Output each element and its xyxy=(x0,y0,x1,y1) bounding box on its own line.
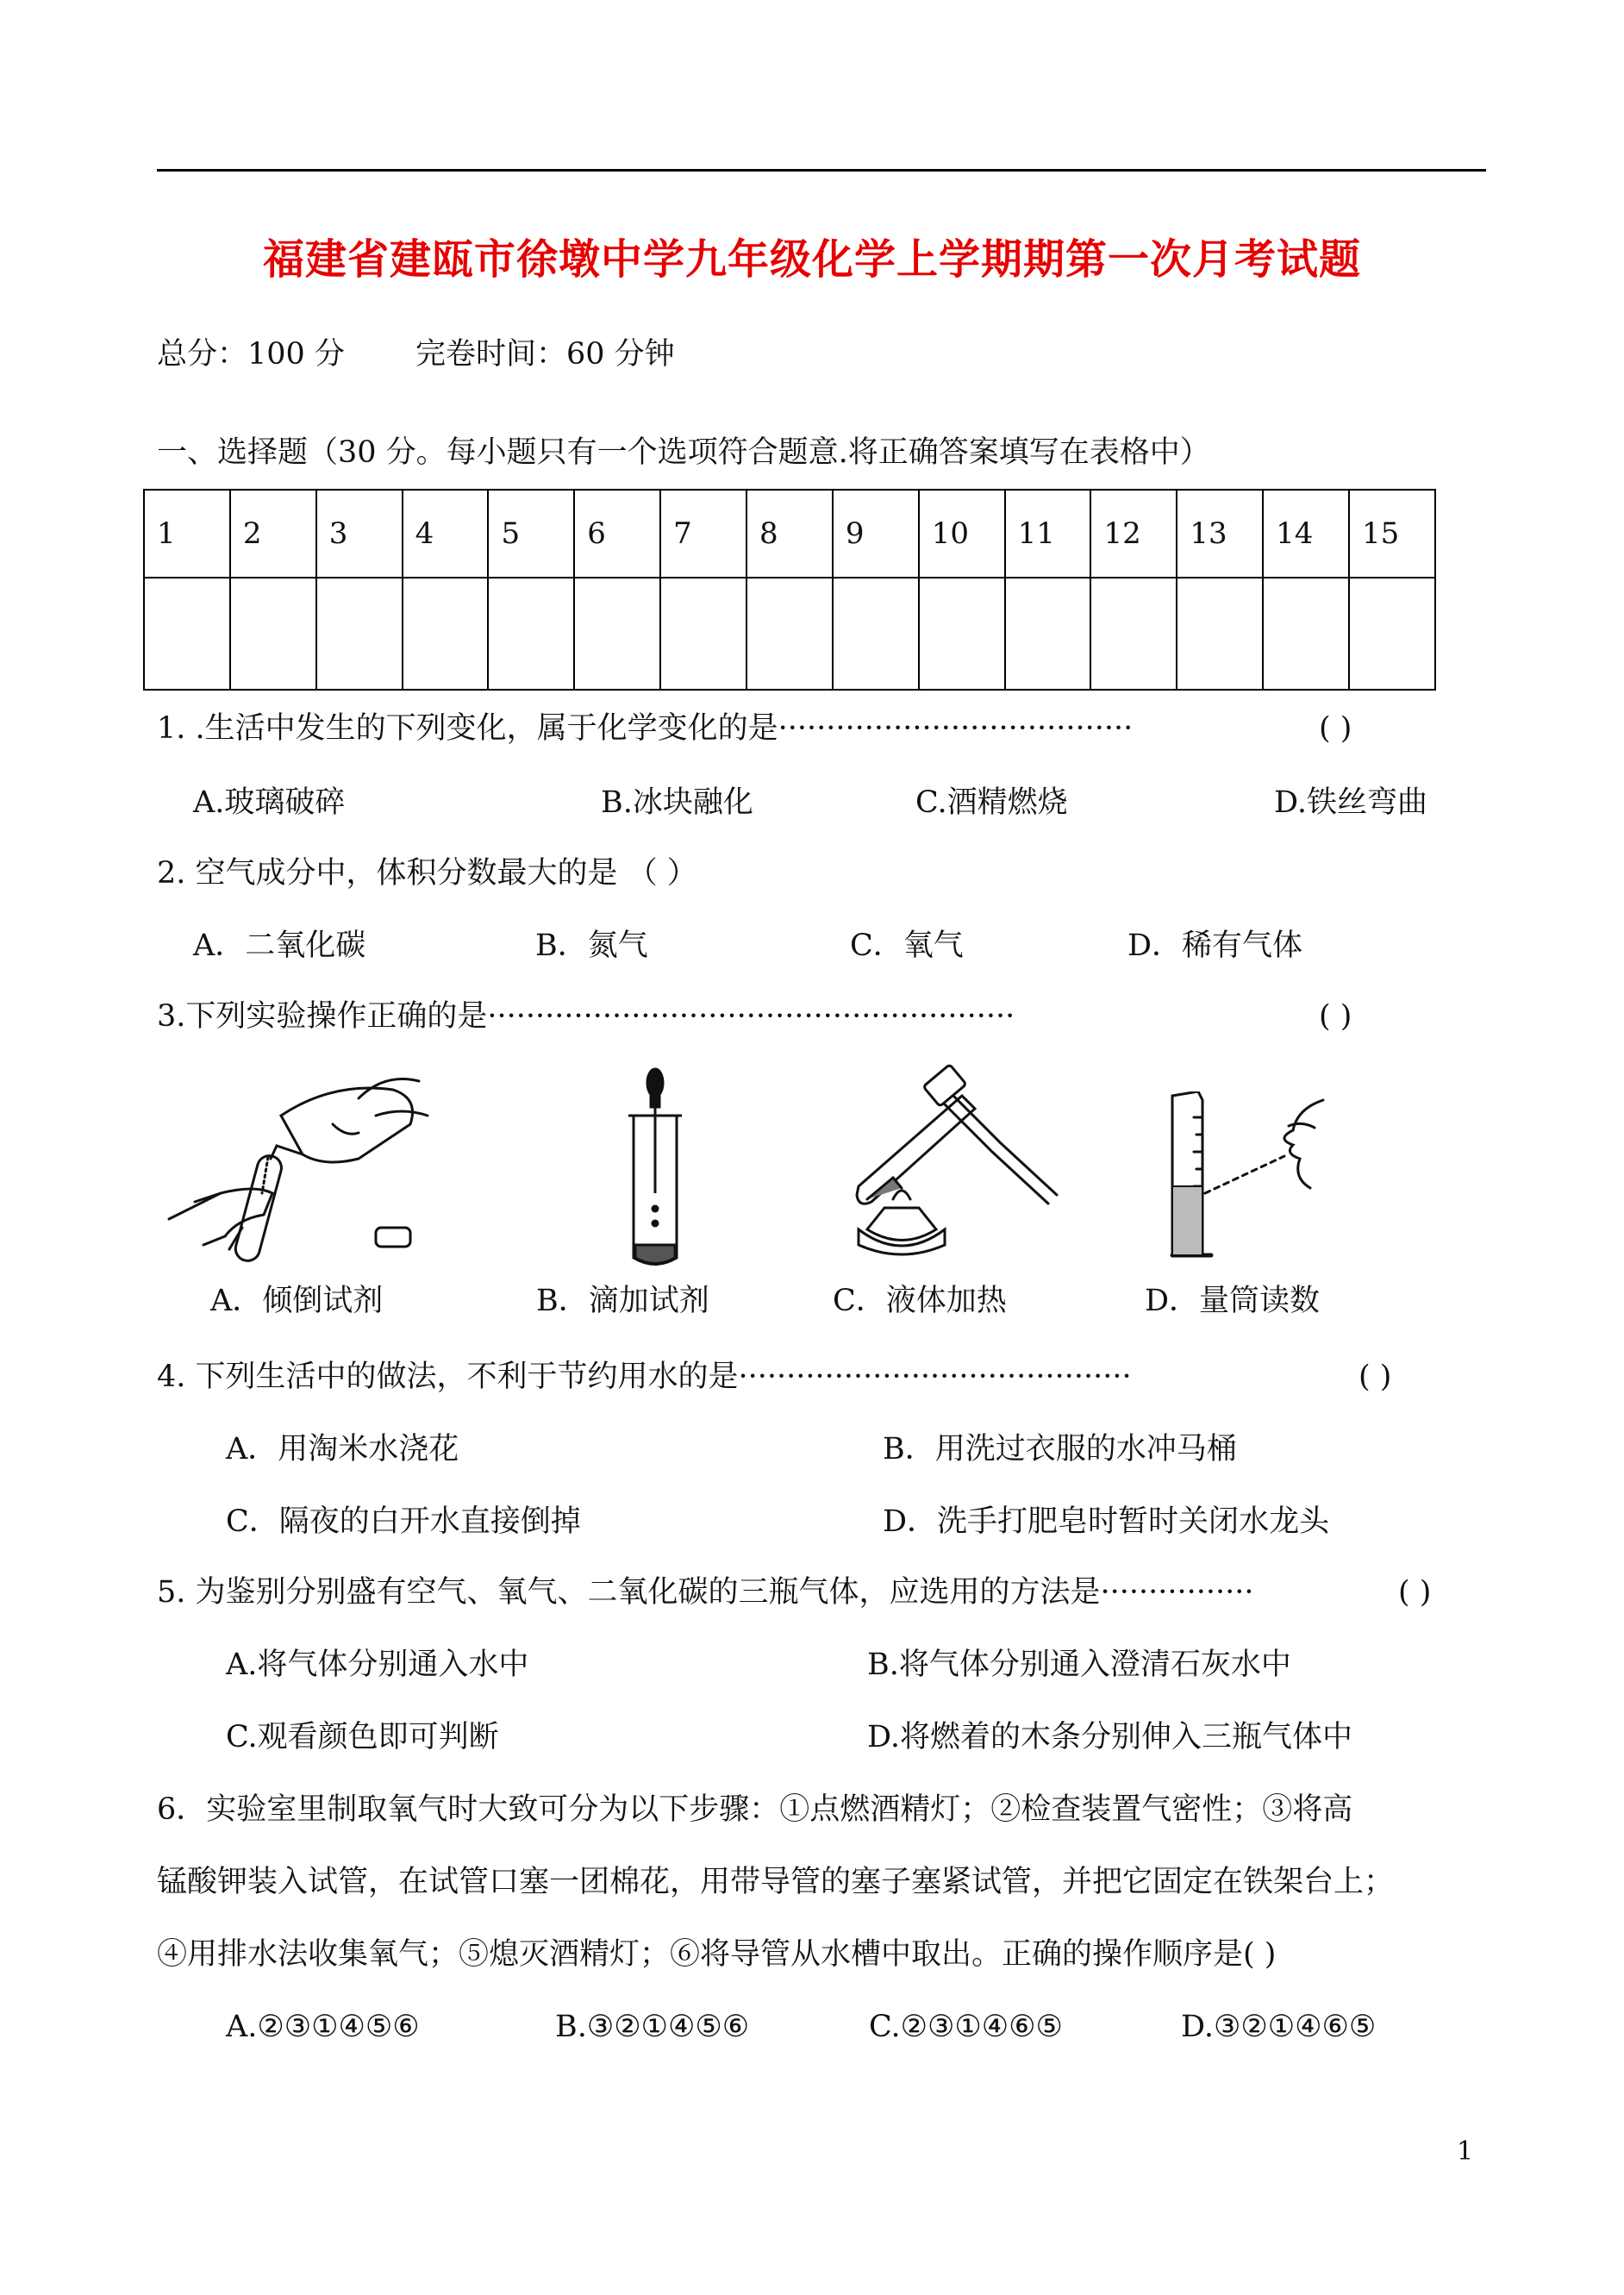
question-6-line-3: ④用排水法收集氧气；⑤熄灭酒精灯；⑥将导管从水槽中取出。正确的操作顺序是( ) xyxy=(157,1937,1277,1972)
answer-table xyxy=(143,489,1436,691)
q3-option-d: D．量筒读数 xyxy=(1145,1284,1321,1318)
q3-option-a: A．倾倒试剂 xyxy=(210,1284,384,1318)
answer-cell[interactable] xyxy=(660,578,746,690)
page-title: 福建省建瓯市徐墩中学九年级化学上学期期第一次月考试题 xyxy=(262,235,1361,284)
answer-paren: ( ) xyxy=(1359,1360,1392,1394)
q1-option-d: D.铁丝弯曲 xyxy=(1274,785,1427,820)
answer-number: 2 xyxy=(230,490,316,578)
question-stem-text: 1. .生活中发生的下列变化，属于化学变化的是 xyxy=(157,711,778,746)
page-number: 1 xyxy=(1457,2136,1474,2167)
q6-option-b: B.③②①④⑤⑥ xyxy=(555,2010,750,2044)
answer-cell[interactable] xyxy=(488,578,574,690)
q5-option-a: A.将气体分别通入水中 xyxy=(226,1648,529,1682)
question-3-stem xyxy=(157,1000,1015,1034)
answer-number: 1 xyxy=(144,490,230,578)
answer-cell[interactable] xyxy=(1177,578,1263,690)
figure-pouring-reagent xyxy=(160,1064,445,1262)
q6-option-a: A.②③①④⑤⑥ xyxy=(226,2010,420,2044)
q5-option-c: C.观看颜色即可判断 xyxy=(226,1720,499,1754)
q2-option-c: C．氧气 xyxy=(850,929,964,963)
answer-number: 8 xyxy=(746,490,833,578)
answer-table-answer-row xyxy=(144,578,1435,690)
question-2-stem: 2. 空气成分中，体积分数最大的是 （ ） xyxy=(157,856,697,891)
answer-cell[interactable] xyxy=(746,578,833,690)
figure-dropping-reagent xyxy=(608,1064,711,1271)
answer-number: 9 xyxy=(833,490,919,578)
q4-option-a: A．用淘米水浇花 xyxy=(226,1432,459,1466)
q2-option-d: D．稀有气体 xyxy=(1127,929,1303,963)
answer-number: 3 xyxy=(316,490,403,578)
answer-number: 11 xyxy=(1005,490,1091,578)
figure-reading-cylinder xyxy=(1164,1091,1345,1273)
q2-option-a: A．二氧化碳 xyxy=(193,929,366,963)
q3-option-b: B．滴加试剂 xyxy=(536,1284,709,1318)
answer-number: 7 xyxy=(660,490,746,578)
leader-dots: ······················································· xyxy=(487,999,1015,1034)
answer-number: 15 xyxy=(1349,490,1435,578)
q2-option-b: B．氮气 xyxy=(535,929,648,963)
q4-option-d: D．洗手打肥皂时暂时关闭水龙头 xyxy=(883,1504,1330,1539)
answer-cell[interactable] xyxy=(144,578,230,690)
answer-number: 5 xyxy=(488,490,574,578)
answer-number: 12 xyxy=(1090,490,1177,578)
q1-option-c: C.酒精燃烧 xyxy=(915,785,1068,820)
answer-paren: ( ) xyxy=(1319,999,1352,1034)
q4-option-c: C．隔夜的白开水直接倒掉 xyxy=(226,1504,581,1539)
answer-cell[interactable] xyxy=(919,578,1005,690)
section-heading: 一、选择题（30 分。每小题只有一个选项符合题意.将正确答案填写在表格中） xyxy=(157,435,1210,470)
question-stem-text: 3.下列实验操作正确的是 xyxy=(157,999,488,1034)
q1-option-a: A.玻璃破碎 xyxy=(193,785,346,820)
q1-option-b: B.冰块融化 xyxy=(601,785,753,820)
answer-number: 13 xyxy=(1177,490,1263,578)
question-5-stem xyxy=(157,1576,1254,1610)
answer-cell[interactable] xyxy=(316,578,403,690)
q3-option-c: C．液体加热 xyxy=(833,1284,1007,1318)
answer-paren: ( ) xyxy=(1398,1575,1432,1610)
answer-number: 10 xyxy=(919,490,1005,578)
answer-cell[interactable] xyxy=(1005,578,1091,690)
answer-cell[interactable] xyxy=(1349,578,1435,690)
answer-cell[interactable] xyxy=(403,578,489,690)
question-stem-text: 4. 下列生活中的做法，不利于节约用水的是 xyxy=(157,1360,739,1394)
question-6-line-1: 6．实验室里制取氧气时大致可分为以下步骤：①点燃酒精灯；②检查装置气密性；③将高 xyxy=(157,1792,1353,1827)
q6-option-c: C.②③①④⑥⑤ xyxy=(869,2010,1063,2044)
question-stem-text: 5. 为鉴别分别盛有空气、氧气、二氧化碳的三瓶气体，应选用的方法是 xyxy=(157,1575,1101,1610)
answer-number: 4 xyxy=(403,490,489,578)
figure-heating-liquid xyxy=(833,1057,1083,1264)
answer-cell[interactable] xyxy=(230,578,316,690)
leader-dots: ········································· xyxy=(738,1360,1132,1394)
answer-cell[interactable] xyxy=(574,578,660,690)
q4-option-b: B．用洗过衣服的水冲马桶 xyxy=(883,1432,1237,1466)
leader-dots: ····································· xyxy=(778,711,1134,746)
answer-table-header-row xyxy=(144,490,1435,578)
answer-number: 14 xyxy=(1263,490,1349,578)
total-score: 总分：100 分 xyxy=(157,337,345,372)
exam-time: 完卷时间：60 分钟 xyxy=(415,337,675,372)
q6-option-d: D.③②①④⑥⑤ xyxy=(1181,2010,1377,2044)
answer-cell[interactable] xyxy=(1263,578,1349,690)
question-4-stem xyxy=(157,1360,1132,1394)
answer-number: 6 xyxy=(574,490,660,578)
leader-dots: ················ xyxy=(1100,1575,1254,1610)
question-1-stem xyxy=(157,712,1133,746)
top-rule xyxy=(157,169,1486,172)
answer-cell[interactable] xyxy=(1090,578,1177,690)
q5-option-b: B.将气体分别通入澄清石灰水中 xyxy=(867,1648,1291,1682)
q5-option-d: D.将燃着的木条分别伸入三瓶气体中 xyxy=(867,1720,1352,1754)
question-6-line-2: 锰酸钾装入试管，在试管口塞一团棉花，用带导管的塞子塞紧试管，并把它固定在铁架台上； xyxy=(157,1865,1395,1899)
answer-cell[interactable] xyxy=(833,578,919,690)
answer-paren: ( ) xyxy=(1319,711,1352,746)
